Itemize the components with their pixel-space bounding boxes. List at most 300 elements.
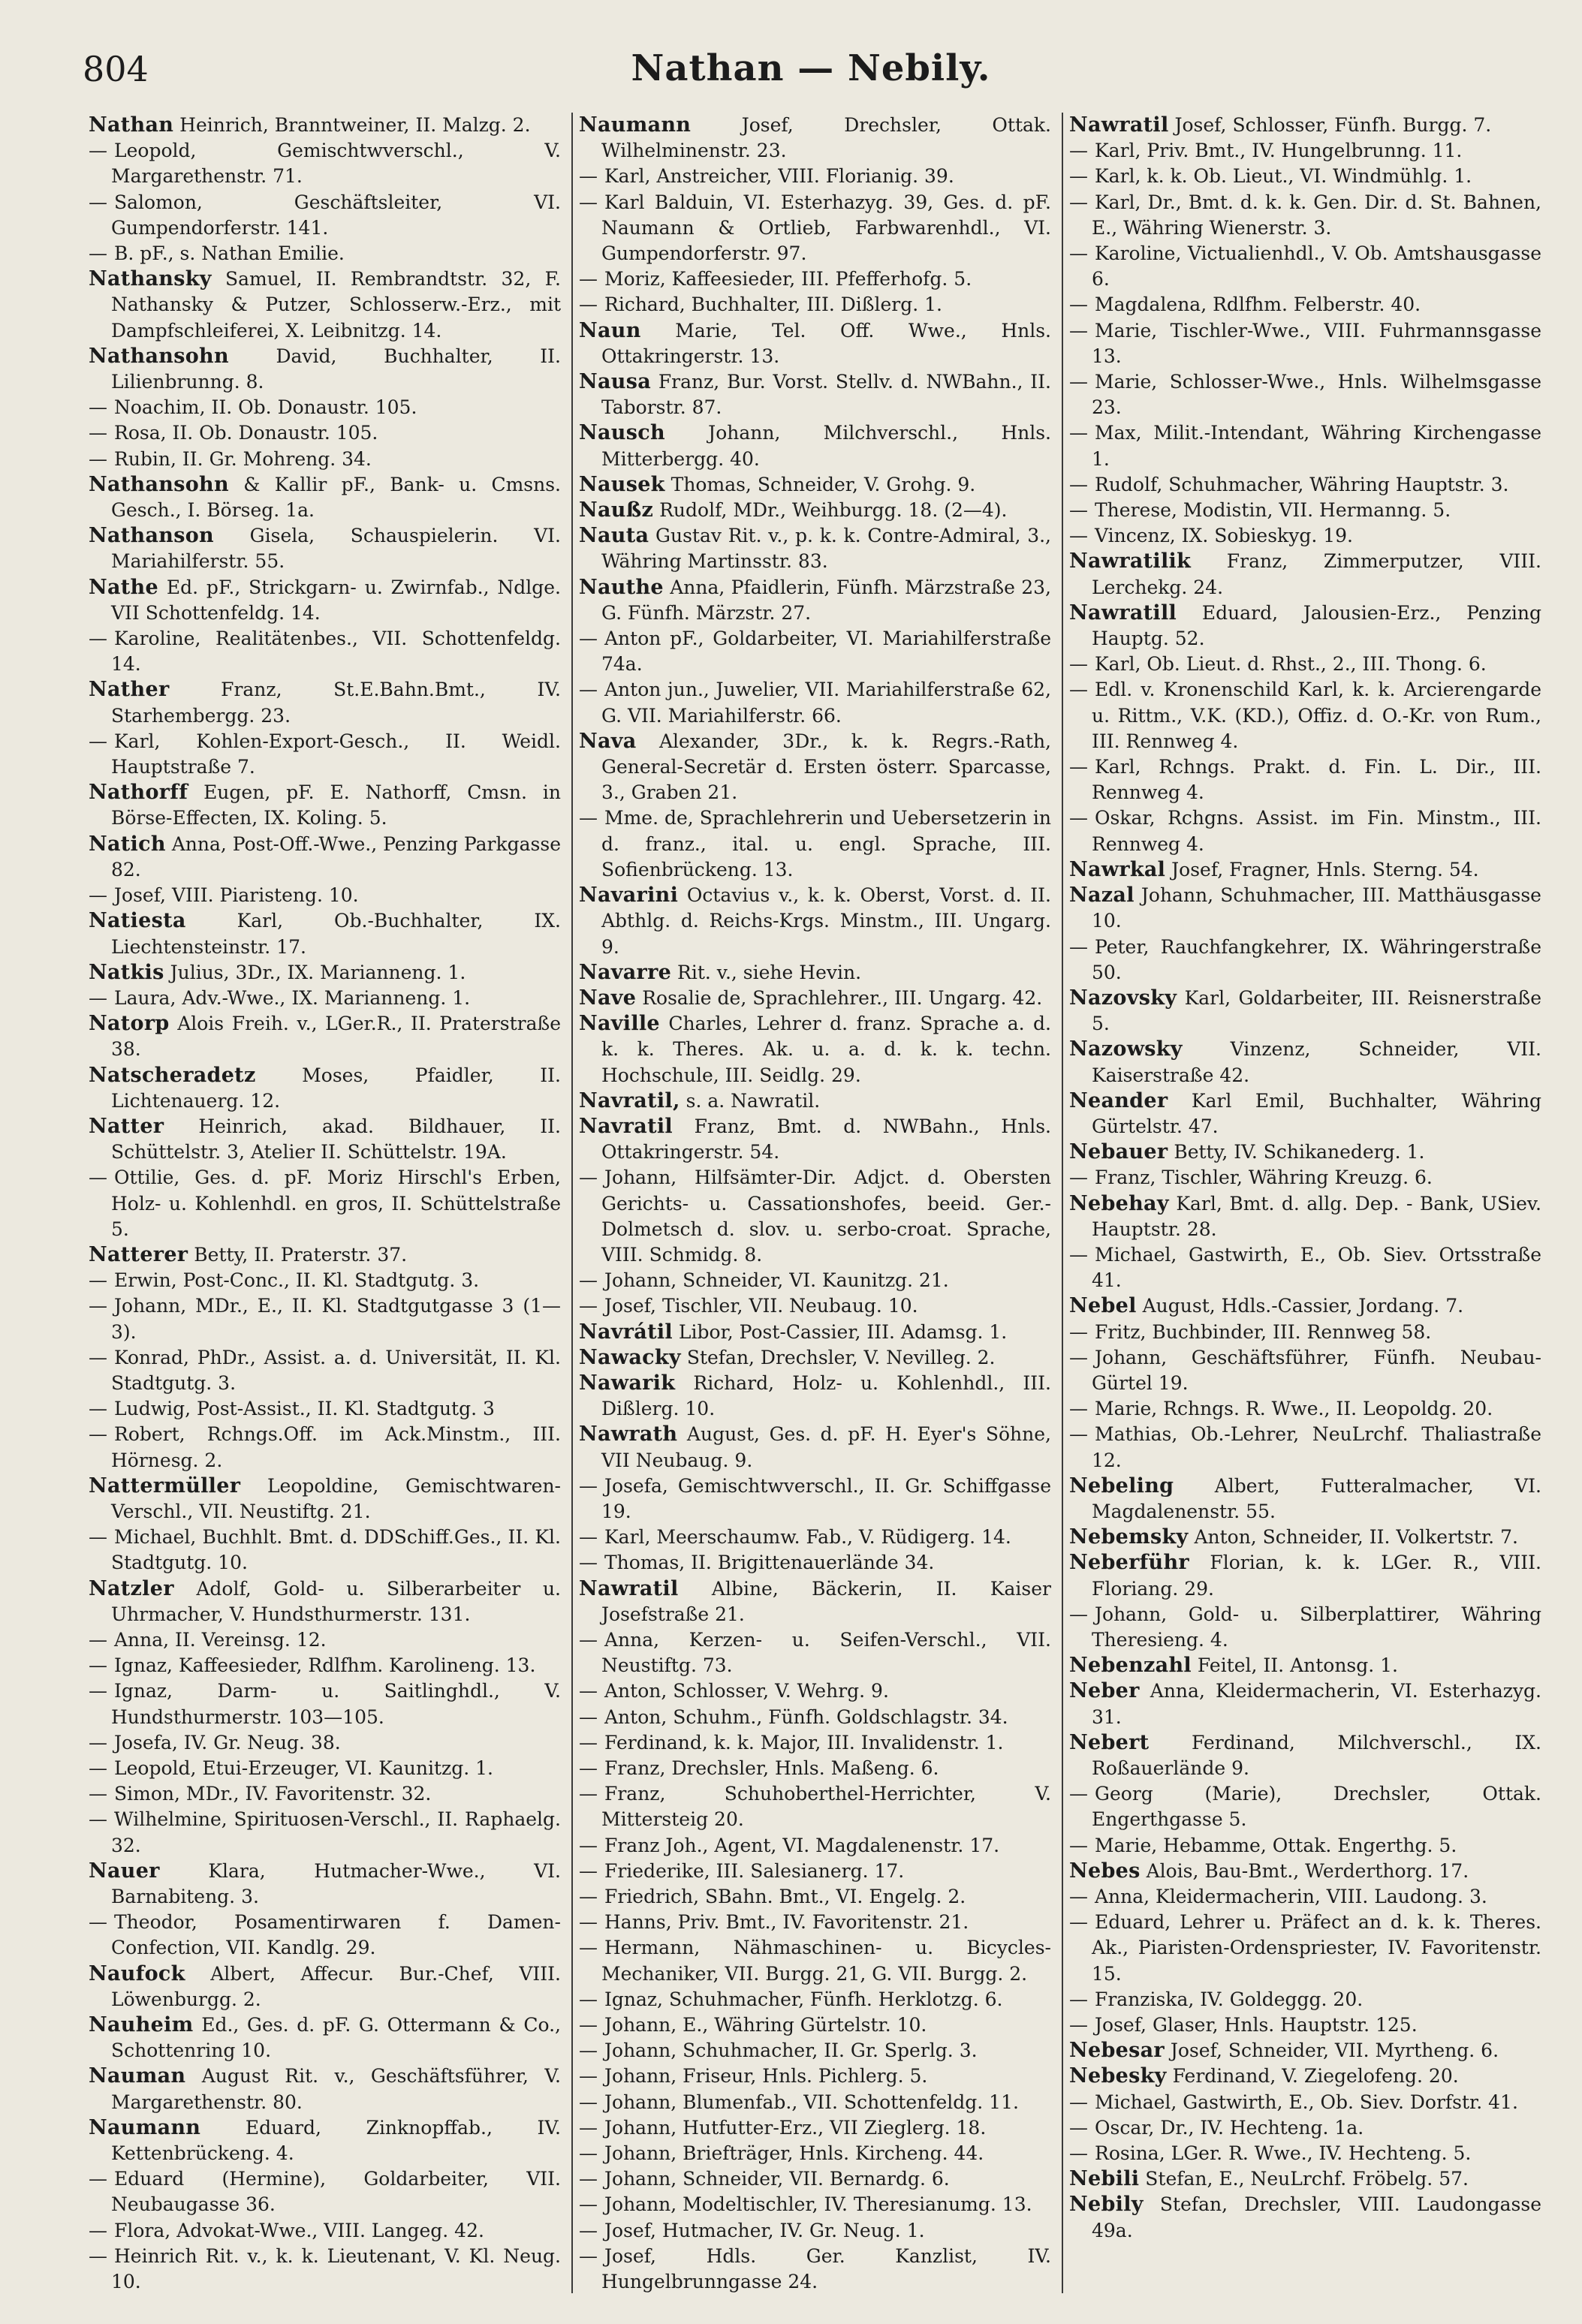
entry-details: Therese, Modistin, VII. Hermanng. 5. — [1095, 499, 1451, 522]
ditto-dash: — — [89, 1757, 107, 1779]
entry-surname: Nawacky — [579, 1345, 681, 1369]
directory-entry — [1069, 1602, 1541, 1653]
entry-details: Hermann, Nähmaschinen- u. Bicycles-Mechaniker, VII. Burgg. 21, G. VII. Burgg. 2. — [601, 1937, 1051, 1985]
ditto-dash: — — [89, 1911, 107, 1934]
directory-entry — [1069, 1320, 1541, 1345]
entry-details: Marie, Hebamme, Ottak. Engerthg. 5. — [1095, 1834, 1457, 1856]
directory-entry — [89, 1653, 561, 1678]
entry-details: Johann, Hilfsämter-Dir. Adjct. d. Obersten Gerichts- u. Cassationshofes, beeid. Ger.-Dolmetsch d. slov. u. serbo-croat. Sprache, VIII. Schmidg. 8. — [601, 1167, 1051, 1266]
entry-details: Eduard, Lehrer u. Präfect an d. k. k. Theres. Ak., Piaristen-Ordenspriester, IV. Favoritenstr. 15. — [1092, 1911, 1541, 1985]
entry-details: B. pF., s. Nathan Emilie. — [114, 242, 345, 265]
directory-entry — [89, 986, 561, 1011]
entry-surname: Naußz — [579, 498, 654, 522]
directory-entry — [1069, 935, 1541, 986]
ditto-dash: — — [1069, 294, 1088, 316]
directory-entry — [579, 1011, 1051, 1088]
entry-surname: Neander — [1069, 1088, 1168, 1112]
entry-details: Theodor, Posamentirwaren f. Damen-Confection, VII. Kandlg. 29. — [111, 1911, 561, 1959]
entry-details: Rudolf, MDr., Weihburgg. 18. (2—4). — [659, 499, 1008, 522]
ditto-dash: — — [1069, 935, 1088, 958]
directory-entry — [89, 1678, 561, 1729]
ditto-dash: — — [579, 1834, 598, 1856]
entry-details: Anton pF., Goldarbeiter, VI. Mariahilferstraße 74a. — [601, 628, 1051, 676]
entry-details: Anna, Pfaidlerin, Fünfh. Märzstraße 23, G. Fünfh. Märzstr. 27. — [601, 576, 1051, 624]
entry-details: Anton jun., Juwelier, VII. Mariahilferstraße 62, G. VII. Mariahilferstr. 66. — [601, 679, 1051, 727]
ditto-dash: — — [579, 628, 598, 650]
entry-details: Samuel, II. Rembrandtstr. 32, F. Nathansky & Putzer, Schlosserw.-Erz., mit Dampfschleiferei, X. Leibnitzg. 14. — [111, 268, 561, 342]
ditto-dash: — — [579, 1937, 598, 1959]
ditto-dash: — — [1069, 371, 1088, 393]
ditto-dash: — — [1069, 242, 1088, 265]
entry-details: Friedrich, SBahn. Bmt., VI. Engelg. 2. — [604, 1886, 966, 1908]
entry-surname: Nather — [89, 678, 170, 702]
entry-details: Feitel, II. Antonsg. 1. — [1197, 1654, 1398, 1677]
ditto-dash: — — [579, 1731, 598, 1754]
ditto-dash: — — [1069, 1423, 1088, 1446]
directory-entry — [579, 960, 1051, 986]
directory-entry — [89, 1781, 561, 1807]
ditto-dash: — — [1069, 2142, 1088, 2165]
entry-details: Erwin, Post-Conc., II. Kl. Stadtgutg. 3. — [114, 1269, 480, 1292]
directory-entry — [89, 1165, 561, 1242]
entry-details: Alois, Bau-Bmt., Werderthorg. 17. — [1146, 1859, 1469, 1882]
ditto-dash: — — [89, 1808, 107, 1831]
directory-entry — [579, 575, 1051, 626]
directory-entry — [579, 1345, 1051, 1371]
entry-details: Libor, Post-Cassier, III. Adamsg. 1. — [678, 1320, 1008, 1343]
ditto-dash: — — [1069, 1243, 1088, 1266]
ditto-dash: — — [1069, 165, 1088, 188]
directory-entry — [579, 266, 1051, 292]
directory-entry — [1069, 2038, 1541, 2064]
entry-surname: Nebemsky — [1069, 1525, 1189, 1549]
entry-details: Johann, Friseur, Hnls. Pichlerg. 5. — [604, 2065, 928, 2088]
directory-entry — [1069, 1242, 1541, 1293]
ditto-dash: — — [1069, 2014, 1088, 2037]
entry-details: Karl, Goldarbeiter, III. Reisnerstraße 5. — [1092, 986, 1541, 1035]
entry-surname: Nebert — [1069, 1730, 1150, 1754]
entry-surname: Nathansky — [89, 267, 212, 291]
directory-entry — [89, 190, 561, 241]
directory-entry — [89, 113, 561, 138]
entry-surname: Navarini — [579, 884, 679, 908]
entry-details: Josef, Schneider, VII. Myrtheng. 6. — [1170, 2040, 1499, 2062]
directory-entry — [579, 1884, 1051, 1910]
ditto-dash: — — [579, 1680, 598, 1702]
directory-entry — [579, 2090, 1051, 2115]
column-right — [1062, 113, 1541, 2293]
directory-entry — [579, 498, 1051, 523]
entry-details: Josef, Hdls. Ger. Kanzlist, IV. Hungelbrunngasse 24. — [601, 2244, 1051, 2293]
ditto-dash: — — [89, 1295, 107, 1317]
directory-entry — [579, 2012, 1051, 2038]
entry-details: Stefan, Drechsler, V. Nevilleg. 2. — [686, 1346, 996, 1368]
directory-entry — [1069, 1653, 1541, 1678]
entry-surname: Nawratill — [1069, 601, 1177, 625]
ditto-dash: — — [89, 1423, 107, 1446]
entry-details: Ferdinand, Milchverschl., IX. Roßauerlände 9. — [1092, 1731, 1541, 1779]
ditto-dash: — — [579, 2244, 598, 2267]
directory-entry — [579, 986, 1051, 1011]
entry-details: Karl, Kohlen-Export-Gesch., II. Weidl. Hauptstraße 7. — [111, 730, 561, 778]
directory-entry — [579, 1833, 1051, 1859]
directory-entry — [89, 1474, 561, 1525]
entry-details: Rosina, LGer. R. Wwe., IV. Hechteng. 5. — [1095, 2142, 1472, 2165]
entry-surname: Nauman — [89, 2064, 186, 2088]
ditto-dash: — — [1069, 1783, 1088, 1805]
ditto-dash: — — [579, 2040, 598, 2062]
directory-entry — [579, 292, 1051, 318]
entry-details: Thomas, Schneider, V. Grohg. 9. — [670, 473, 976, 495]
directory-entry — [579, 1859, 1051, 1884]
entry-details: Josef, Drechsler, Ottak. Wilhelminenstr. 23. — [601, 114, 1051, 162]
ditto-dash: — — [89, 2168, 107, 2190]
entry-details: Michael, Gastwirth, E., Ob. Siev. Dorfstr. 41. — [1095, 2091, 1518, 2113]
entry-details: August, Ges. d. pF. H. Eyer's Söhne, VII Neubaug. 9. — [601, 1423, 1051, 1471]
ditto-dash: — — [579, 1628, 598, 1651]
directory-entry — [579, 1371, 1051, 1422]
directory-entry — [1069, 652, 1541, 677]
directory-entry — [89, 1807, 561, 1858]
entry-surname: Navratil — [579, 1114, 673, 1138]
ditto-dash: — — [89, 396, 107, 419]
entry-details: Heinrich, akad. Bildhauer, II. Schüttelstr. 3, Atelier II. Schüttelstr. 19A. — [111, 1115, 561, 1164]
directory-entry — [89, 2244, 561, 2293]
ditto-dash: — — [1069, 422, 1088, 444]
directory-entry — [89, 472, 561, 523]
ditto-dash: — — [89, 242, 107, 265]
entry-surname: Nebenzahl — [1069, 1654, 1192, 1678]
entry-surname: Natorp — [89, 1012, 170, 1036]
entry-details: Florian, k. k. LGer. R., VIII. Floriang. 29. — [1092, 1552, 1541, 1600]
entry-details: Ed., Ges. d. pF. G. Ottermann & Co., Schottenring 10. — [111, 2014, 561, 2062]
directory-entry — [89, 138, 561, 189]
ditto-dash: — — [579, 2142, 598, 2165]
ditto-dash: — — [579, 807, 598, 829]
entry-surname: Navarre — [579, 960, 672, 984]
directory-entry — [579, 2064, 1051, 2089]
ditto-dash: — — [1069, 1911, 1088, 1934]
entry-details: Anton, Schuhm., Fünfh. Goldschlagstr. 34. — [604, 1705, 1008, 1728]
ditto-dash: — — [89, 140, 107, 162]
entry-details: Karl Balduin, VI. Esterhazyg. 39, Ges. d. pF. Naumann & Ortlieb, Farbwarenhdl., VI. Gumpendorferstr. 97. — [601, 191, 1051, 265]
entry-details: Hanns, Priv. Bmt., IV. Favoritenstr. 21. — [604, 1911, 969, 1934]
directory-entry — [1069, 1910, 1541, 1987]
directory-entry — [1069, 677, 1541, 754]
entry-details: Ignaz, Kaffeesieder, Rdlfhm. Karolineng. 13. — [114, 1654, 536, 1677]
directory-entry — [1069, 2166, 1541, 2192]
entry-details: Josef, Tischler, VII. Neubaug. 10. — [604, 1295, 918, 1317]
directory-entry — [579, 1550, 1051, 1576]
directory-entry — [1069, 1781, 1541, 1832]
directory-entry — [579, 190, 1051, 267]
directory-entry — [89, 1268, 561, 1293]
directory-entry — [1069, 1474, 1541, 1525]
entry-surname: Nebeling — [1069, 1474, 1174, 1498]
entry-details: Oskar, Rchgns. Assist. im Fin. Minstm., III. Rennweg 4. — [1092, 807, 1541, 855]
entry-details: Marie, Tel. Off. Wwe., Hnls. Ottakringerstr. 13. — [601, 319, 1051, 367]
entry-surname: Nathe — [89, 575, 158, 599]
directory-entry — [89, 1627, 561, 1653]
directory-entry — [1069, 883, 1541, 934]
entry-details: Karl, Ob.-Buchhalter, IX. Liechtensteinstr. 17. — [111, 910, 561, 958]
directory-entry — [1069, 1165, 1541, 1191]
directory-entry — [1069, 369, 1541, 420]
entry-surname: Natscheradetz — [89, 1063, 256, 1087]
entry-details: Anton, Schneider, II. Volkertstr. 7. — [1194, 1526, 1518, 1549]
directory-entry — [1069, 113, 1541, 138]
entry-details: Ludwig, Post-Assist., II. Kl. Stadtgutg. 3 — [114, 1398, 495, 1420]
entry-details: Magdalena, Rdlfhm. Felberstr. 40. — [1095, 294, 1421, 316]
directory-entry — [1069, 1525, 1541, 1550]
directory-entry — [1069, 2090, 1541, 2115]
entry-surname: Nebes — [1069, 1859, 1141, 1883]
entry-details: Betty, II. Praterstr. 37. — [194, 1243, 408, 1266]
ditto-dash: — — [1069, 140, 1088, 162]
directory-entry — [1069, 1859, 1541, 1884]
entry-details: Alois Freih. v., LGer.R., II. Praterstraße 38. — [111, 1013, 561, 1061]
entry-details: Karl, Meerschaumw. Fab., V. Rüdigerg. 14. — [604, 1526, 1011, 1549]
ditto-dash: — — [579, 2168, 598, 2190]
entry-surname: Natkis — [89, 960, 164, 984]
entry-details: Josefa, Gemischtwverschl., II. Gr. Schiffgasse 19. — [601, 1474, 1051, 1522]
ditto-dash: — — [89, 1526, 107, 1549]
directory-entry — [579, 883, 1051, 960]
directory-entry — [579, 1935, 1051, 1986]
directory-entry — [89, 1011, 561, 1062]
directory-entry — [89, 2166, 561, 2217]
entry-details: August, Hdls.-Cassier, Jordang. 7. — [1142, 1295, 1464, 1317]
directory-entry — [89, 1910, 561, 1961]
entry-details: Franziska, IV. Goldeggg. 20. — [1095, 1988, 1364, 2010]
entry-details: Ferdinand, k. k. Major, III. Invalidenstr. 1. — [604, 1731, 1004, 1754]
directory-entry — [1069, 2141, 1541, 2166]
directory-entry — [579, 1320, 1051, 1345]
ditto-dash: — — [579, 1757, 598, 1779]
entry-details: Richard, Buchhalter, III. Dißlerg. 1. — [604, 294, 942, 316]
ditto-dash: — — [579, 1859, 598, 1882]
entry-details: Rosa, II. Ob. Donaustr. 105. — [114, 422, 378, 444]
entry-details: Franz, Bur. Vorst. Stellv. d. NWBahn., II. Taborstr. 87. — [601, 371, 1051, 419]
entry-surname: Navratil, — [579, 1088, 680, 1112]
directory-entry — [89, 1756, 561, 1781]
entry-details: Georg (Marie), Drechsler, Ottak. Engerthgasse 5. — [1092, 1783, 1541, 1831]
entry-details: Anna, Post-Off.-Wwe., Penzing Parkgasse 82. — [111, 832, 561, 881]
entry-surname: Nathansohn — [89, 344, 229, 368]
directory-entry — [89, 1242, 561, 1268]
entry-surname: Nawratil — [1069, 113, 1169, 137]
ditto-dash: — — [579, 1705, 598, 1728]
page-title: Nathan — Nebily. — [631, 47, 991, 89]
entry-details: Josef, Schlosser, Fünfh. Burgg. 7. — [1174, 114, 1492, 136]
directory-entry — [1069, 2064, 1541, 2089]
entry-surname: Nebehay — [1069, 1191, 1169, 1215]
entry-details: Josef, Glaser, Hnls. Hauptstr. 125. — [1095, 2014, 1418, 2037]
entry-surname: Natterer — [89, 1242, 188, 1266]
ditto-dash: — — [579, 1886, 598, 1908]
entry-details: Eugen, pF. E. Nathorff, Cmsn. in Börse-Effecten, IX. Koling. 5. — [111, 781, 561, 829]
entry-details: Karl, Priv. Bmt., IV. Hungelbrunng. 11. — [1095, 140, 1463, 162]
ditto-dash: — — [1069, 1603, 1088, 1625]
entry-details: Friederike, III. Salesianerg. 17. — [604, 1859, 905, 1882]
directory-entry — [1069, 2012, 1541, 2038]
entry-details: Mme. de, Sprachlehrerin und Uebersetzerin in d. franz., ital. u. engl. Sprache, III. Sofienbrückeng. 13. — [601, 807, 1051, 881]
entry-surname: Nawrkal — [1069, 857, 1166, 881]
directory-entry — [1069, 1884, 1541, 1910]
entry-details: August Rit. v., Geschäftsführer, V. Margarethenstr. 80. — [111, 2065, 561, 2113]
entry-details: Stefan, E., NeuLrchf. Fröbelg. 57. — [1145, 2168, 1469, 2190]
entry-details: Vinzenz, Schneider, VII. Kaiserstraße 42. — [1092, 1038, 1541, 1086]
ditto-dash: — — [1069, 319, 1088, 342]
entry-details: Albert, Affecur. Bur.-Chef, VIII. Löwenburgg. 2. — [111, 1962, 561, 2010]
entry-surname: Nazal — [1069, 884, 1135, 908]
entry-details: Johann, Schuhmacher, III. Matthäusgasse 10. — [1092, 884, 1541, 932]
entry-details: Josef, Hutmacher, IV. Gr. Neug. 1. — [604, 2219, 925, 2241]
directory-entry — [579, 677, 1051, 728]
ditto-dash: — — [579, 1783, 598, 1805]
entry-details: Johann, E., Währing Gürtelstr. 10. — [604, 2014, 927, 2037]
ditto-dash: — — [89, 1783, 107, 1805]
directory-entry — [1069, 241, 1541, 292]
directory-entry — [579, 2038, 1051, 2064]
ditto-dash: — — [89, 1346, 107, 1368]
entry-details: Max, Milit.-Intendant, Währing Kirchengasse 1. — [1092, 422, 1541, 470]
directory-entry — [579, 729, 1051, 806]
page-number: 804 — [83, 49, 149, 89]
entry-details: Eduard, Zinknopffab., IV. Kettenbrückeng. 4. — [111, 2116, 561, 2165]
ditto-dash: — — [1069, 679, 1088, 701]
entry-details: Johann, Blumenfab., VII. Schottenfeldg. 11. — [604, 2091, 1019, 2113]
ditto-dash: — — [1069, 1886, 1088, 1908]
entry-surname: Nawratilik — [1069, 549, 1192, 573]
ditto-dash: — — [1069, 1834, 1088, 1856]
directory-entry — [1069, 601, 1541, 652]
ditto-dash: — — [579, 1552, 598, 1574]
entry-surname: Nattermüller — [89, 1474, 241, 1498]
ditto-dash: — — [1069, 1167, 1088, 1189]
entry-surname: Nawratil — [579, 1576, 679, 1600]
entry-surname: Nauer — [89, 1859, 160, 1883]
directory-entry — [89, 266, 561, 344]
ditto-dash: — — [89, 1167, 107, 1189]
entry-details: Heinrich, Branntweiner, II. Malzg. 2. — [179, 114, 531, 136]
directory-entry — [89, 575, 561, 626]
directory-entry — [89, 1422, 561, 1473]
ditto-dash: — — [89, 884, 107, 907]
entry-details: Richard, Holz- u. Kohlenhdl., III. Dißlerg. 10. — [601, 1371, 1051, 1420]
ditto-dash: — — [579, 1526, 598, 1549]
entry-details: Karoline, Realitätenbes., VII. Schottenfeldg. 14. — [111, 628, 561, 676]
directory-entry — [89, 2012, 561, 2064]
entry-details: Charles, Lehrer d. franz. Sprache a. d. k. k. Theres. Ak. u. a. d. k. k. techn. Hochschule, III. Seidlg. 29. — [601, 1013, 1051, 1086]
directory-entry — [89, 1730, 561, 1756]
directory-entry — [1069, 1833, 1541, 1859]
entry-details: Rubin, II. Gr. Mohreng. 34. — [114, 447, 372, 470]
ditto-dash: — — [1069, 191, 1088, 213]
entry-details: Eduard, Jalousien-Erz., Penzing Hauptg. 52. — [1092, 601, 1541, 650]
directory-entry — [89, 241, 561, 266]
directory-entry — [89, 344, 561, 395]
entry-surname: Nave — [579, 986, 637, 1010]
entry-details: Johann, Modeltischler, IV. Theresianumg. 13. — [604, 2193, 1032, 2216]
entry-surname: Naumann — [579, 113, 692, 137]
directory-entry — [89, 2115, 561, 2166]
directory-entry — [1069, 190, 1541, 241]
directory-entry — [89, 2218, 561, 2244]
directory-entry — [89, 395, 561, 420]
directory-entry — [1069, 138, 1541, 164]
entry-details: Michael, Buchhlt. Bmt. d. DDSchiff.Ges., II. Kl. Stadtgutg. 10. — [111, 1526, 561, 1574]
directory-entry — [579, 1165, 1051, 1268]
entry-details: Rosalie de, Sprachlehrer., III. Ungarg. 42. — [642, 986, 1043, 1009]
ditto-dash: — — [1069, 2116, 1088, 2139]
ditto-dash: — — [579, 1167, 598, 1189]
directory-entry — [89, 780, 561, 831]
entry-surname: Nauthe — [579, 575, 664, 599]
entry-surname: Nava — [579, 729, 637, 753]
directory-entry — [579, 1627, 1051, 1678]
entry-details: Johann, Milchverschl., Hnls. Mitterbergg. 40. — [601, 422, 1051, 470]
directory-entry — [579, 2192, 1051, 2217]
ditto-dash: — — [579, 191, 598, 213]
directory-entry — [579, 1576, 1051, 1627]
entry-details: Johann, Hutfutter-Erz., VII Zieglerg. 18. — [604, 2116, 987, 2139]
entry-details: Ed. pF., Strickgarn- u. Zwirnfab., Ndlge. VII Schottenfeldg. 14. — [111, 576, 561, 624]
directory-entry — [1069, 1730, 1541, 1781]
entry-details: Eduard (Hermine), Goldarbeiter, VII. Neubaugasse 36. — [111, 2168, 561, 2216]
directory-entry — [579, 1756, 1051, 1781]
entry-surname: Neber — [1069, 1679, 1140, 1703]
entry-details: Anna, Kerzen- u. Seifen-Verschl., VII. Neustiftg. 73. — [601, 1628, 1051, 1677]
entry-details: Konrad, PhDr., Assist. a. d. Universität, II. Kl. Stadtgutg. 3. — [111, 1346, 561, 1394]
entry-details: Albine, Bäckerin, II. Kaiser Josefstraße 21. — [601, 1577, 1051, 1625]
ditto-dash: — — [579, 2014, 598, 2037]
directory-entry — [1069, 1345, 1541, 1396]
directory-entry — [579, 113, 1051, 164]
directory-entry — [1069, 523, 1541, 549]
directory-entry — [1069, 1422, 1541, 1473]
ditto-dash: — — [579, 1295, 598, 1317]
directory-entry — [579, 523, 1051, 574]
directory-entry — [89, 729, 561, 780]
entry-details: Johann, Gold- u. Silberplattirer, Währing Theresieng. 4. — [1092, 1603, 1541, 1651]
entry-details: Octavius v., k. k. Oberst, Vorst. d. II. Abthlg. d. Reichs-Krgs. Minstm., III. Ungarg. 9. — [601, 884, 1051, 958]
entry-details: Betty, IV. Schikanederg. 1. — [1174, 1141, 1425, 1164]
directory-entry — [579, 2244, 1051, 2293]
directory-entry — [1069, 1678, 1541, 1729]
entry-details: Vincenz, IX. Sobieskyg. 19. — [1095, 525, 1353, 547]
directory-entry — [89, 960, 561, 986]
directory-entry — [579, 1678, 1051, 1704]
entry-details: Rit. v., siehe Hevin. — [677, 961, 862, 983]
directory-entry — [89, 420, 561, 446]
entry-details: Gisela, Schauspielerin. VI. Mariahilferstr. 55. — [111, 525, 561, 573]
entry-details: Franz Joh., Agent, VI. Magdalenenstr. 17. — [604, 1834, 1000, 1856]
directory-entry — [579, 1268, 1051, 1293]
entry-surname: Nawrath — [579, 1422, 678, 1446]
entry-details: Klara, Hutmacher-Wwe., VI. Barnabiteng. 3. — [111, 1859, 561, 1908]
entry-surname: Nebesar — [1069, 2039, 1165, 2063]
entry-details: Thomas, II. Brigittenauerlände 34. — [604, 1552, 935, 1574]
ditto-dash: — — [579, 1269, 598, 1292]
directory-entry — [579, 164, 1051, 189]
directory-entry — [579, 1114, 1051, 1165]
ditto-dash: — — [1069, 499, 1088, 522]
directory-entry — [89, 1859, 561, 1910]
entry-details: Wilhelmine, Spirituosen-Verschl., II. Raphaelg. 32. — [111, 1808, 561, 1856]
entry-details: s. a. Nawratil. — [686, 1089, 821, 1112]
directory-entry — [1069, 1088, 1541, 1139]
